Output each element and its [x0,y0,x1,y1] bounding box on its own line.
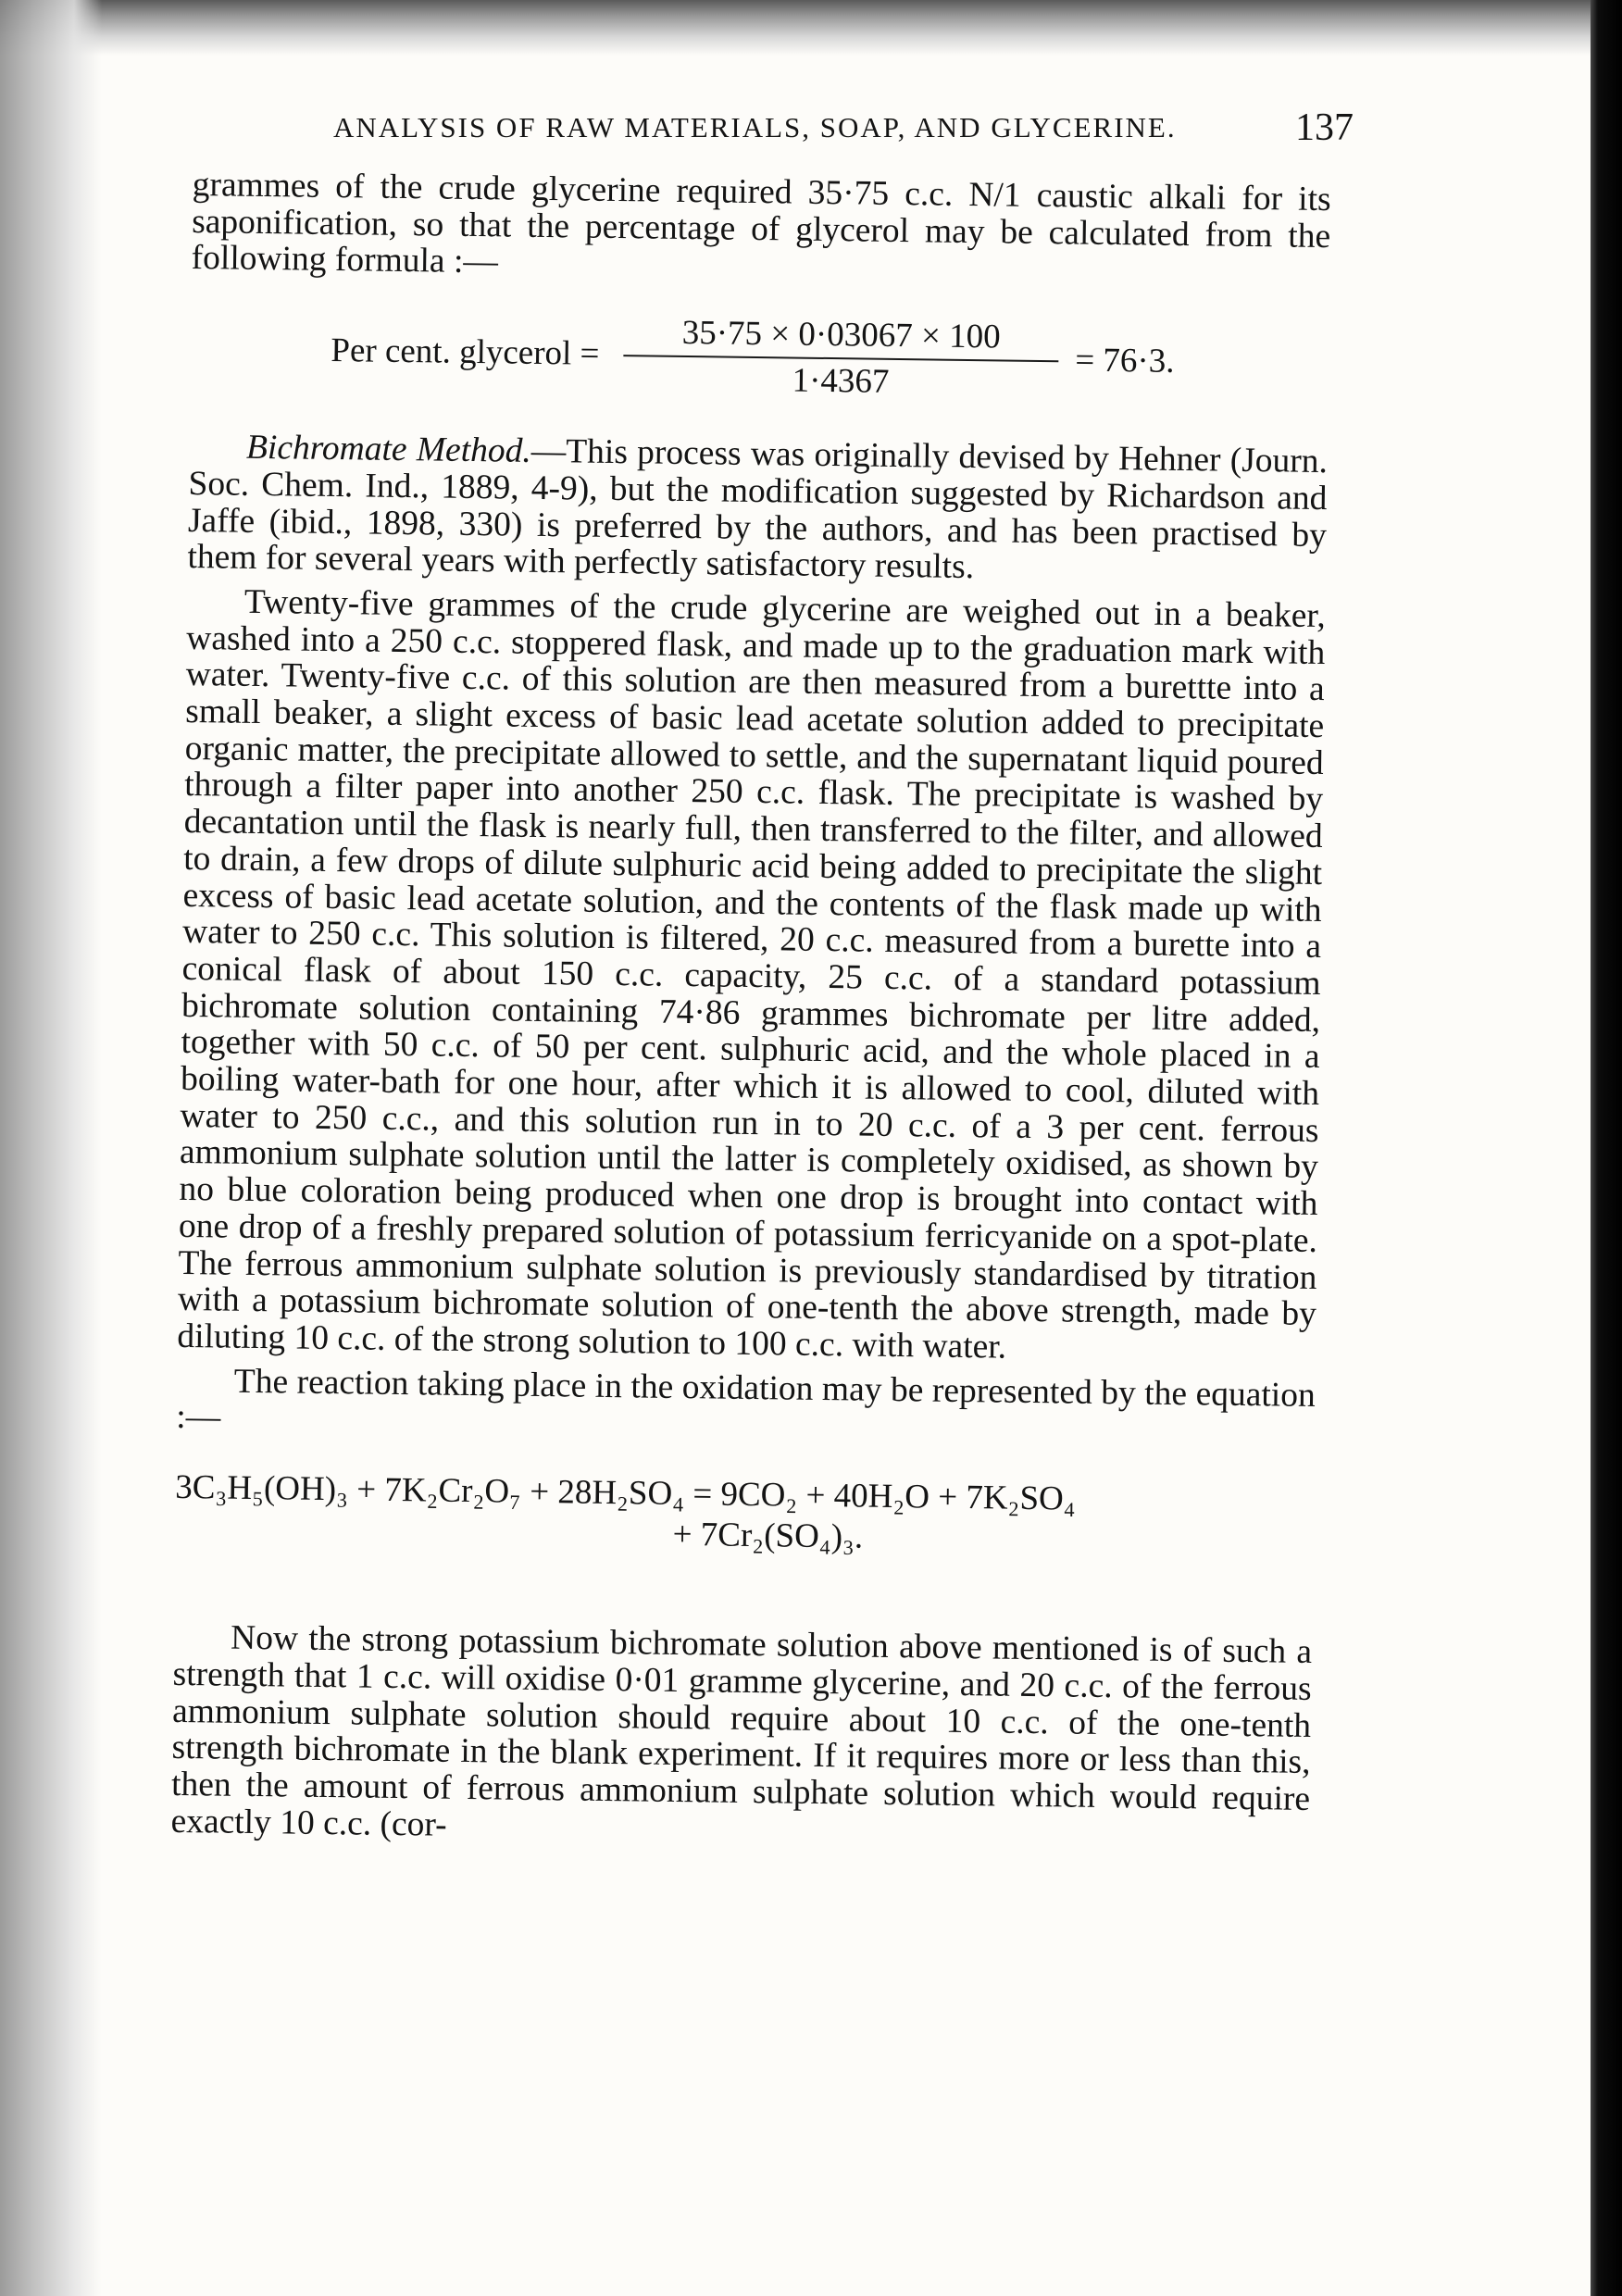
scan-shadow-left [0,0,102,2296]
scan-shadow-top [0,0,1622,56]
page-number: 137 [1295,106,1354,149]
section-run-in-heading: Bichromate Method. [245,428,532,470]
chemical-equation [174,1469,1314,1593]
equation-line-1: 3C₃H₅(OH)₃ + 7K₂Cr₂O₇ + 28H₂SO₄ = 9CO₂ + 40H₂O + 7K₂SO₄ [175,1467,1076,1518]
scan-shadow-right [1591,0,1622,2296]
paragraph-bichromate-text: —This process was originally devised by Hehner (Journ. Soc. Chem. Ind., 1889, 4-9), but the modification suggested by Richardson and Jaffe (ibid., 1898, 330) is preferred by the authors, and has been practised by them for several years with perfectly satisfactory results. [187,431,1329,587]
formula-fraction [623,314,1059,403]
paragraph-procedure: Twenty-five grammes of the crude glycerine are weighed out in a beaker, washed into a 250 c.c. stoppered flask, and made up to the graduation mark with water. Twenty-five c.c. of this solution are then measured from a burettte into a small beaker, a slight excess of basic lead acetate solution added to precipitate organic matter, the precipitate allowed to settle, and the supernatant liquid poured through a filter paper into another 250 c.c. flask. The precipitate is washed by decantation until the flask is nearly full, then transferred to the filter, and allowed to drain, a few drops of dilute sulphuric acid being added to precipitate the slight excess of basic lead acetate solution, and the contents of the flask made up with water to 250 c.c. This solution is filtered, 20 c.c. measured from a burette into a conical flask of about 150 c.c. capacity, 25 c.c. of a standard potassium bichromate solution containing 74·86 grammes bichromate per litre added, together with 50 c.c. of 50 per cent. sulphuric acid, and the whole placed in a boiling water-bath for one hour, after which it is allowed to cool, diluted with water to 250 c.c., and this solution run in to 20 c.c. of a 3 per cent. ferrous ammonium sulphate solution until the latter is completely oxidised, as shown by no blue coloration being produced when one drop is brought into contact with one drop of a freshly prepared solution of potassium ferricyanide on a spot-plate. The ferrous ammonium sulphate solution is previously standardised by titration with a potassium bichromate solution of one-tenth the above strength, made by diluting 10 c.c. of the strong solution to 100 c.c. with water. [177,582,1327,1366]
body-text [170,167,1331,1854]
equation-line-2: + 7Cr₂(SO₄)₃. [672,1516,864,1556]
running-head: ANALYSIS OF RAW MATERIALS, SOAP, AND GLYCERINE. [333,111,1177,144]
formula-denominator: 1·4367 [792,361,890,401]
paragraph-bichromate-method [187,429,1328,591]
glycerol-formula [190,308,1329,416]
formula-result: = 76·3. [1075,341,1175,381]
formula-lhs: Per cent. glycerol = [331,331,600,373]
page-header [333,106,1354,163]
paragraph-reaction-intro: The reaction taking place in the oxidation may be represented by the equation :— [176,1362,1316,1437]
paragraph-continuation: grammes of the crude glycerine required 35·75 c.c. N/1 caustic alkali for its saponification, so that the percentage of glycerol may be calculated from the following formula :— [191,166,1331,281]
formula-numerator: 35·75 × 0·03067 × 100 [623,314,1059,362]
paragraph-strength: Now the strong potassium bichromate solution above mentioned is of such a strength that 1 c.c. will oxidise 0·01 gramme glycerine, and 20 c.c. of the ferrous ammonium sulphate solution should require about 10 c.c. of the one-tenth strength bichromate in the blank experiment. If it requires more or less than this, then the amount of ferrous ammonium sulphate solution which would require exactly 10 c.c. (cor- [170,1618,1313,1844]
